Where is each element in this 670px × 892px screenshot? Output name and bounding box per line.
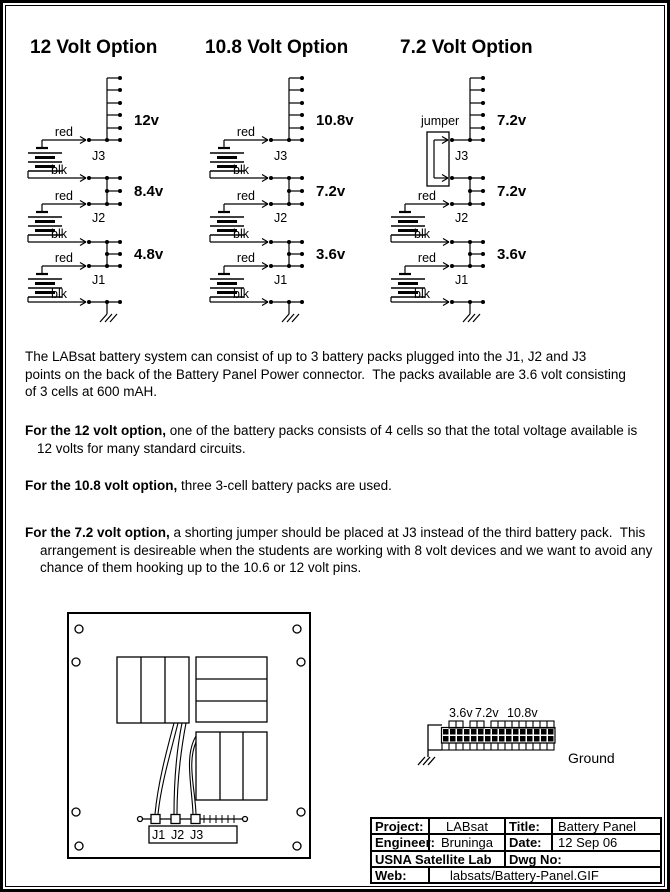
- mounting-hole: [72, 808, 80, 816]
- battery-panel-svg: [62, 608, 322, 864]
- web-label: Web:: [372, 868, 430, 883]
- paragraph-text: one of the battery packs consists of 4 cells so that the total voltage available is: [166, 423, 638, 438]
- power-connector-svg: [405, 695, 645, 780]
- connector-label-10-8v: 10.8v: [507, 706, 538, 720]
- ground-bracket: [418, 725, 442, 765]
- tap-voltage-label: 4.8v: [134, 246, 164, 263]
- ground-label: Ground: [568, 750, 615, 766]
- paragraph-line: The LABsat battery system can consist of up to 3 battery packs plugged into the J1, J2 and J3: [25, 349, 587, 364]
- panel-outline: [68, 613, 310, 858]
- wire-label-blk: blk: [233, 287, 249, 301]
- project-label: Project:: [372, 819, 430, 835]
- intro-paragraph: [25, 348, 670, 401]
- tap-voltage-label: 12v: [134, 112, 160, 129]
- paragraph-7-2-volt-option: [25, 524, 670, 577]
- paragraph-12-volt-option: [25, 422, 670, 457]
- date-label: Date:: [506, 835, 553, 852]
- tap-voltage-label: 10.8v: [316, 112, 354, 129]
- bold-lead: For the 10.8 volt option,: [25, 478, 178, 493]
- jack-j2: [171, 815, 180, 824]
- jack-label: J2: [455, 211, 469, 225]
- battery-panel-drawing: [62, 608, 322, 864]
- circuit-diagram-12v: [16, 68, 196, 330]
- mounting-hole: [293, 842, 301, 850]
- mounting-hole: [75, 842, 83, 850]
- paragraph-line: 12 volts for many standard circuits.: [37, 440, 246, 456]
- wire-label-blk: blk: [233, 227, 249, 241]
- jumper-label: jumper: [421, 114, 460, 128]
- wire-label-red: red: [417, 251, 436, 265]
- paragraph-line: [25, 524, 670, 542]
- paragraph-line: [25, 422, 670, 440]
- tap-voltage-label: 7.2v: [497, 112, 527, 129]
- wire-label-blk: blk: [233, 163, 249, 177]
- jack-label: J3: [92, 149, 106, 163]
- paragraph-line: arrangement is desireable when the students are working with 8 volt devices and we want to avoid any: [40, 542, 653, 558]
- jack-label-j2: J2: [171, 828, 185, 842]
- title-value: Battery Panel: [553, 819, 660, 835]
- wire-label-blk: blk: [51, 163, 67, 177]
- engineer-value: Bruninga: [430, 835, 506, 852]
- connector-label-7-2v: 7.2v: [475, 706, 499, 720]
- mounting-hole: [297, 658, 305, 666]
- jack-label: J1: [274, 273, 288, 287]
- circuit-svg: [16, 68, 196, 330]
- battery-pack-top-right: [196, 657, 267, 722]
- mounting-hole: [293, 625, 301, 633]
- heading-7-2-volt-option: 7.2 Volt Option: [400, 37, 533, 58]
- tap-voltage-label: 3.6v: [316, 246, 346, 263]
- tap-voltage-label: 7.2v: [316, 183, 346, 200]
- wire-label-red: red: [417, 189, 436, 203]
- circuit-svg: [379, 68, 559, 330]
- battery-pack-mid-right: [196, 732, 267, 800]
- dwg-no-label: Dwg No:: [506, 852, 660, 868]
- wire-label-blk: blk: [51, 227, 67, 241]
- paragraph-10-8-volt-option: [25, 477, 670, 495]
- wire-label-red: red: [236, 251, 255, 265]
- engineer-label: Engineer:: [372, 835, 430, 852]
- tap-voltage-label: 3.6v: [497, 246, 527, 263]
- paragraph-line: [25, 477, 670, 495]
- heading-10-8-volt-option: 10.8 Volt Option: [205, 37, 349, 58]
- wire-bundle: [155, 723, 196, 814]
- jack-label: J2: [274, 211, 288, 225]
- jack-j1: [151, 815, 160, 824]
- wire-label-blk: blk: [414, 227, 430, 241]
- paragraph-text: a shorting jumper should be placed at J3 instead of the third battery pack. This: [169, 525, 646, 540]
- jack-label-j1: J1: [152, 828, 166, 842]
- paragraph-line: points on the back of the Battery Panel Power connector. The packs available are 3.6 volt consisting: [25, 366, 626, 382]
- circuit-svg: [198, 68, 378, 330]
- date-value: 12 Sep 06: [553, 835, 660, 852]
- jack-label: J3: [274, 149, 288, 163]
- mounting-hole: [72, 658, 80, 666]
- jack-label: J1: [455, 273, 469, 287]
- circuit-diagram-10-8v: [198, 68, 378, 330]
- bold-lead: For the 7.2 volt option,: [25, 525, 170, 540]
- jack-label: J3: [455, 149, 469, 163]
- title-label: Title:: [506, 819, 553, 835]
- title-block: [370, 817, 662, 884]
- circuit-diagram-7-2v: [379, 68, 559, 330]
- wire-label-red: red: [54, 125, 73, 139]
- wire-label-blk: blk: [414, 287, 430, 301]
- tap-voltage-label: 8.4v: [134, 183, 164, 200]
- tap-voltage-label: 7.2v: [497, 183, 527, 200]
- paragraph-text: three 3-cell battery packs are used.: [177, 478, 392, 493]
- wire-label-red: red: [54, 189, 73, 203]
- jack-label: J1: [92, 273, 106, 287]
- paragraph-line: of 3 cells at 600 mAH.: [25, 384, 158, 399]
- connector-label-3-6v: 3.6v: [449, 706, 473, 720]
- wire-label-blk: blk: [51, 287, 67, 301]
- wire-label-red: red: [54, 251, 73, 265]
- jack-label: J2: [92, 211, 106, 225]
- wire-label-red: red: [236, 125, 255, 139]
- jack-label-j3: J3: [190, 828, 204, 842]
- project-value: LABsat: [430, 819, 506, 835]
- mounting-hole: [297, 808, 305, 816]
- bold-lead: For the 12 volt option,: [25, 423, 166, 438]
- jack-j3: [191, 815, 200, 824]
- wire-label-red: red: [236, 189, 255, 203]
- web-value: labsats/Battery-Panel.GIF: [450, 868, 599, 883]
- heading-12-volt-option: 12 Volt Option: [30, 37, 158, 58]
- pin-grid: [442, 721, 556, 750]
- mounting-hole: [75, 625, 83, 633]
- battery-pack-left: [117, 657, 189, 723]
- org-label: USNA Satellite Lab: [372, 852, 506, 868]
- power-connector-diagram: [405, 695, 645, 780]
- paragraph-line: chance of them hooking up to the 10.6 or 12 volt pins.: [40, 560, 362, 575]
